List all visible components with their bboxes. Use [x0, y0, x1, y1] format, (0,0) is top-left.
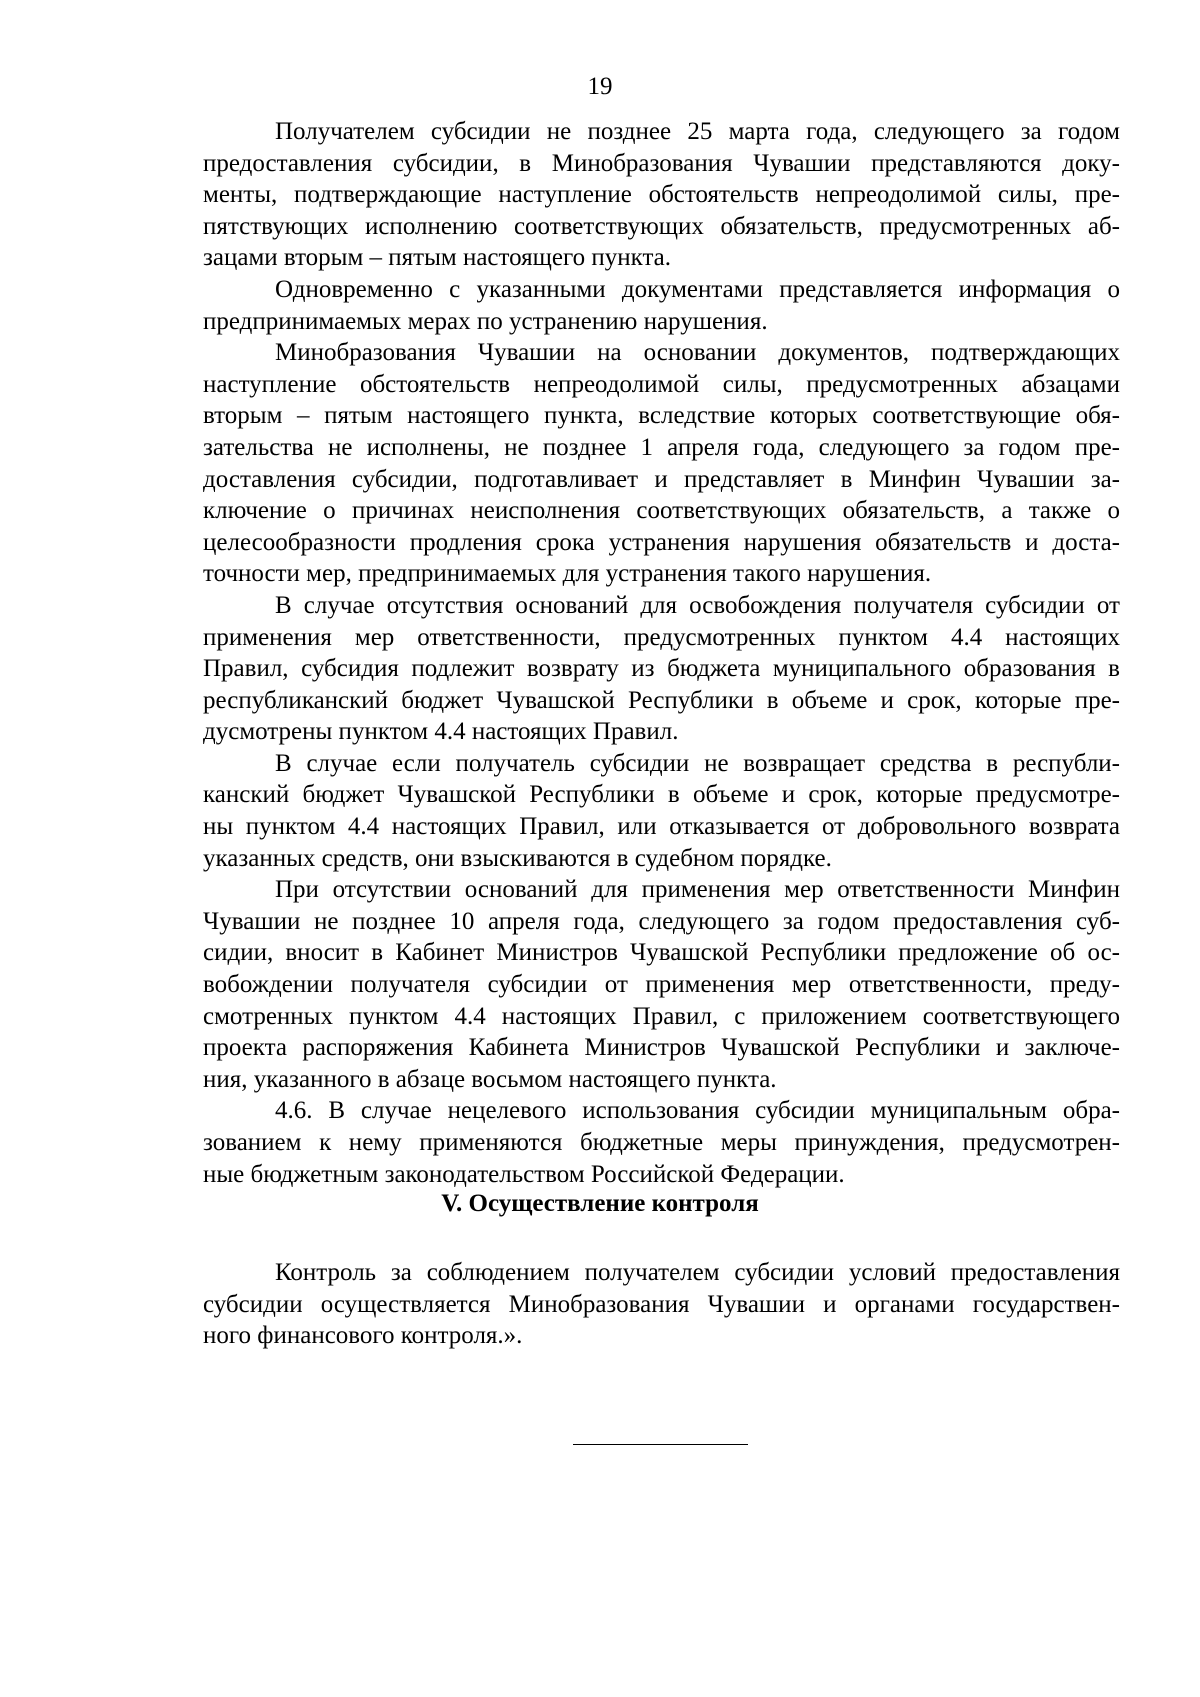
text-line: ключение о причинах неисполнения соответствующих обязательств, а также о	[203, 497, 1120, 525]
text-line: указанных средств, они взыскиваются в судебном порядке.	[203, 844, 832, 872]
text-line: проекта распоряжения Кабинета Министров Чувашской Республики и заключе-	[203, 1034, 1120, 1062]
text-line: республиканский бюджет Чувашской Республики в объеме и срок, которые пре-	[203, 686, 1120, 714]
text-line: доставления субсидии, подготавливает и представляет в Минфин Чувашии за-	[203, 465, 1120, 493]
text-line: точности мер, предпринимаемых для устранения такого нарушения.	[203, 560, 932, 588]
paragraph	[203, 590, 1120, 748]
text-line: ны пунктом 4.4 настоящих Правил, или отказывается от добровольного возврата	[203, 813, 1120, 841]
text-line: смотренных пунктом 4.4 настоящих Правил, с приложением соответствующего	[203, 1002, 1120, 1030]
text-line: ного финансового контроля.».	[203, 1322, 523, 1350]
text-line: предоставления субсидии, в Минобразования Чувашии представляются доку-	[203, 149, 1120, 177]
text-line: ные бюджетным законодательством Российской Федерации.	[203, 1160, 845, 1188]
text-line: сидии, вносит в Кабинет Министров Чувашской Республики предложение об ос-	[203, 939, 1120, 967]
text-line: В случае если получатель субсидии не возвращает средства в республи-	[275, 749, 1120, 777]
paragraph	[203, 116, 1120, 274]
text-line: ния, указанного в абзаце восьмом настоящего пункта.	[203, 1065, 777, 1093]
control-section-text	[203, 1257, 1120, 1352]
text-line: предпринимаемых мерах по устранению нарушения.	[203, 307, 768, 335]
paragraph	[203, 274, 1120, 337]
text-line: канский бюджет Чувашской Республики в объеме и срок, которые предусмотре-	[203, 781, 1120, 809]
section-heading: V. Осуществление контроля	[441, 1190, 759, 1217]
text-line: применения мер ответственности, предусмотренных пунктом 4.4 настоящих	[203, 623, 1120, 651]
text-line: При отсутствии оснований для применения мер ответственности Минфин	[275, 876, 1120, 904]
text-line: наступление обстоятельств непреодолимой силы, предусмотренных абзацами	[203, 370, 1120, 398]
text-line: Контроль за соблюдением получателем субсидии условий предоставления	[275, 1259, 1120, 1286]
text-line: зованием к нему применяются бюджетные меры принуждения, предусмотрен-	[203, 1129, 1120, 1156]
text-line: зательства не исполнены, не позднее 1 апреля года, следующего за годом пре-	[203, 433, 1120, 461]
closing-rule	[573, 1444, 748, 1445]
paragraph	[203, 1257, 1120, 1352]
text-line: Получателем субсидии не позднее 25 марта года, следующего за годом	[275, 118, 1120, 145]
text-line: Чувашии не позднее 10 апреля года, следующего за годом предоставления суб-	[203, 907, 1120, 935]
text-line: Одновременно с указанными документами представляется информация о	[275, 275, 1120, 303]
text-line: целесообразности продления срока устранения нарушения обязательств и доста-	[203, 528, 1120, 556]
text-line: менты, подтверждающие наступление обстоятельств непреодолимой силы, пре-	[203, 181, 1120, 209]
paragraph	[203, 874, 1120, 1095]
text-line: Минобразования Чувашии на основании документов, подтверждающих	[275, 339, 1120, 367]
text-line: В случае отсутствия оснований для освобождения получателя субсидии от	[275, 591, 1120, 619]
text-line: зацами вторым – пятым настоящего пункта.	[203, 244, 672, 272]
text-line: 4.6. В случае нецелевого использования субсидии муниципальным обра-	[275, 1097, 1120, 1125]
text-line: пятствующих исполнению соответствующих обязательств, предусмотренных аб-	[203, 212, 1120, 240]
text-line: Правил, субсидия подлежит возврату из бюджета муниципального образования в	[203, 655, 1120, 683]
text-line: вобождении получателя субсидии от применения мер ответственности, преду-	[203, 971, 1120, 999]
paragraph	[203, 337, 1120, 590]
text-line: вторым – пятым настоящего пункта, вследствие которых соответствующие обя-	[203, 402, 1120, 430]
body-text	[203, 116, 1120, 1190]
paragraph	[203, 748, 1120, 874]
text-line: дусмотрены пунктом 4.4 настоящих Правил.	[203, 718, 679, 746]
paragraph	[203, 1095, 1120, 1190]
text-line: субсидии осуществляется Минобразования Чувашии и органами государствен-	[203, 1290, 1120, 1318]
page-number: 19	[587, 73, 613, 100]
